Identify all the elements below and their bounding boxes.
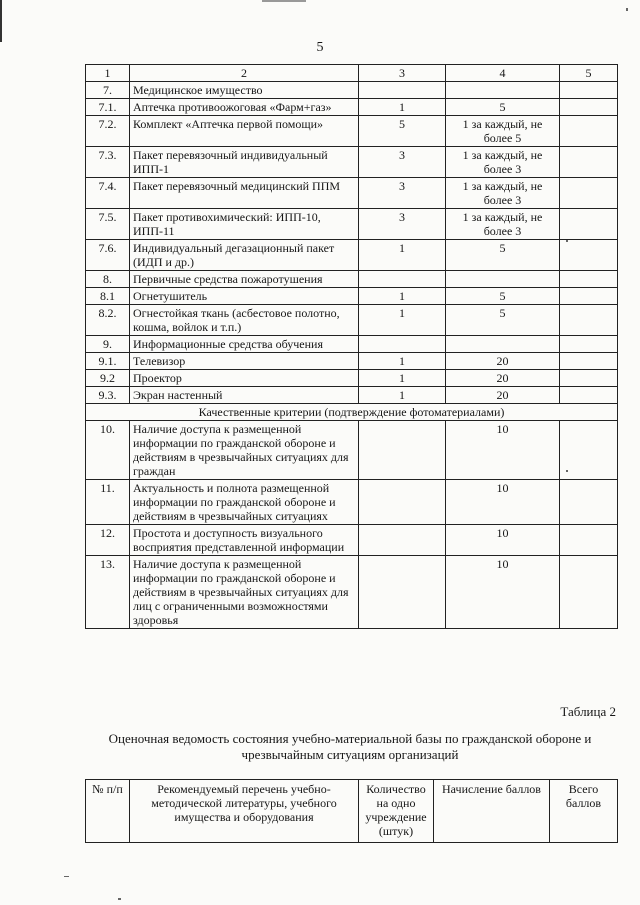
col-scoring-header: Начисление баллов — [434, 780, 550, 843]
table-row — [86, 178, 618, 209]
row-quantity — [359, 556, 446, 629]
row-quantity: 5 — [359, 116, 446, 147]
section-row — [86, 82, 618, 99]
row-number: 8.1 — [86, 288, 130, 305]
row-total — [560, 336, 618, 353]
row-total — [560, 82, 618, 99]
table-row — [86, 288, 618, 305]
row-score: 1 за каждый, не более 3 — [446, 147, 560, 178]
row-score: 20 — [446, 370, 560, 387]
row-quantity: 1 — [359, 99, 446, 116]
column-number-header: 4 — [446, 65, 560, 82]
col-number-header: № п/п — [86, 780, 130, 843]
row-name: Информационные средства обучения — [130, 336, 359, 353]
row-quantity: 3 — [359, 147, 446, 178]
row-name: Наличие доступа к размещенной информации по гражданской обороне и действиям в чрезвычайных ситуациях для граждан — [130, 421, 359, 480]
row-quantity — [359, 271, 446, 288]
row-score: 10 — [446, 480, 560, 525]
col-quantity-header: Количество на одно учреждение (штук) — [359, 780, 434, 843]
row-quantity: 1 — [359, 370, 446, 387]
row-total — [560, 387, 618, 404]
row-name: Телевизор — [130, 353, 359, 370]
row-name: Огнестойкая ткань (асбестовое полотно, кошма, войлок и т.п.) — [130, 305, 359, 336]
row-number: 8. — [86, 271, 130, 288]
row-number: 7.2. — [86, 116, 130, 147]
row-name: Пакет перевязочный медицинский ППМ — [130, 178, 359, 209]
row-total — [560, 421, 618, 480]
row-name: Огнетушитель — [130, 288, 359, 305]
row-score — [446, 82, 560, 99]
row-total — [560, 209, 618, 240]
row-name: Проектор — [130, 370, 359, 387]
row-quantity: 3 — [359, 178, 446, 209]
row-quantity — [359, 82, 446, 99]
row-total — [560, 556, 618, 629]
row-quantity: 3 — [359, 209, 446, 240]
row-score: 20 — [446, 387, 560, 404]
row-number: 9.2 — [86, 370, 130, 387]
row-score: 1 за каждый, не более 3 — [446, 178, 560, 209]
row-number: 10. — [86, 421, 130, 480]
row-total — [560, 178, 618, 209]
col-list-header: Рекомендуемый перечень учебно-методической литературы, учебного имущества и оборудования — [130, 780, 359, 843]
row-score: 5 — [446, 240, 560, 271]
table-row — [86, 370, 618, 387]
table-row — [86, 116, 618, 147]
table-row — [86, 387, 618, 404]
page-number: 5 — [316, 40, 324, 55]
row-quantity: 1 — [359, 387, 446, 404]
table-row — [86, 240, 618, 271]
header-row — [86, 65, 618, 82]
row-number: 7.6. — [86, 240, 130, 271]
row-quantity — [359, 421, 446, 480]
row-quantity — [359, 336, 446, 353]
table-2-header-row — [86, 780, 618, 843]
assessment-table — [85, 779, 618, 843]
row-number: 13. — [86, 556, 130, 629]
table-row — [86, 305, 618, 336]
table-row — [86, 209, 618, 240]
row-number: 9.3. — [86, 387, 130, 404]
qualitative-criteria-heading: Качественные критерии (подтверждение фотоматериалами) — [86, 404, 618, 421]
column-number-header: 3 — [359, 65, 446, 82]
row-score — [446, 336, 560, 353]
row-quantity — [359, 480, 446, 525]
row-number: 9.1. — [86, 353, 130, 370]
row-score: 10 — [446, 556, 560, 629]
row-number: 7.3. — [86, 147, 130, 178]
row-name: Наличие доступа к размещенной информации по гражданской обороне и действиям в чрезвычайных ситуациях для лиц с ограниченными возможностями здоровья — [130, 556, 359, 629]
section-row — [86, 271, 618, 288]
row-score: 10 — [446, 421, 560, 480]
resource-table — [85, 64, 618, 629]
row-score: 20 — [446, 353, 560, 370]
row-total — [560, 116, 618, 147]
row-score: 10 — [446, 525, 560, 556]
row-total — [560, 271, 618, 288]
row-number: 7.4. — [86, 178, 130, 209]
row-quantity: 1 — [359, 305, 446, 336]
row-total — [560, 147, 618, 178]
table-row — [86, 421, 618, 480]
row-quantity: 1 — [359, 288, 446, 305]
row-quantity — [359, 525, 446, 556]
row-score: 1 за каждый, не более 3 — [446, 209, 560, 240]
row-number: 7.5. — [86, 209, 130, 240]
section-span-row — [86, 404, 618, 421]
row-score: 5 — [446, 99, 560, 116]
row-name: Простота и доступность визуального восприятия представленной информации — [130, 525, 359, 556]
row-name: Медицинское имущество — [130, 82, 359, 99]
row-name: Комплект «Аптечка первой помощи» — [130, 116, 359, 147]
table-2-title: Оценочная ведомость состояния учебно-материальной базы по гражданской обороне и чрезвычайным ситуациям организаций — [108, 731, 592, 762]
row-name: Экран настенный — [130, 387, 359, 404]
row-total — [560, 480, 618, 525]
row-total — [560, 99, 618, 116]
table-row — [86, 99, 618, 116]
table-row — [86, 353, 618, 370]
col-total-header: Всего баллов — [550, 780, 618, 843]
row-total — [560, 305, 618, 336]
row-number: 12. — [86, 525, 130, 556]
column-number-header: 5 — [560, 65, 618, 82]
row-total — [560, 370, 618, 387]
table-row — [86, 480, 618, 525]
row-score: 1 за каждый, не более 5 — [446, 116, 560, 147]
top-scan-mark — [262, 0, 306, 2]
row-total — [560, 288, 618, 305]
row-score: 5 — [446, 305, 560, 336]
row-number: 9. — [86, 336, 130, 353]
row-number: 8.2. — [86, 305, 130, 336]
row-total — [560, 353, 618, 370]
row-quantity: 1 — [359, 353, 446, 370]
left-margin-rule — [0, 0, 2, 42]
row-score: 5 — [446, 288, 560, 305]
row-total — [560, 525, 618, 556]
row-quantity: 1 — [359, 240, 446, 271]
scan-dot — [118, 898, 121, 900]
table-row — [86, 525, 618, 556]
row-number: 7.1. — [86, 99, 130, 116]
scan-dot — [626, 8, 628, 11]
scan-dot — [64, 876, 69, 877]
column-number-header: 2 — [130, 65, 359, 82]
row-name: Индивидуальный дегазационный пакет (ИДП и др.) — [130, 240, 359, 271]
section-row — [86, 336, 618, 353]
row-name: Аптечка противоожоговая «Фарм+газ» — [130, 99, 359, 116]
row-number: 11. — [86, 480, 130, 525]
row-name: Пакет перевязочный индивидуальный ИПП-1 — [130, 147, 359, 178]
row-number: 7. — [86, 82, 130, 99]
table-2-label: Таблица 2 — [560, 704, 616, 719]
row-name: Актуальность и полнота размещенной информации по гражданской обороне и действиям в чрезвычайных ситуациях — [130, 480, 359, 525]
row-name: Первичные средства пожаротушения — [130, 271, 359, 288]
table-row — [86, 147, 618, 178]
table-row — [86, 556, 618, 629]
row-name: Пакет противохимический: ИПП-10, ИПП-11 — [130, 209, 359, 240]
row-score — [446, 271, 560, 288]
column-number-header: 1 — [86, 65, 130, 82]
row-total — [560, 240, 618, 271]
